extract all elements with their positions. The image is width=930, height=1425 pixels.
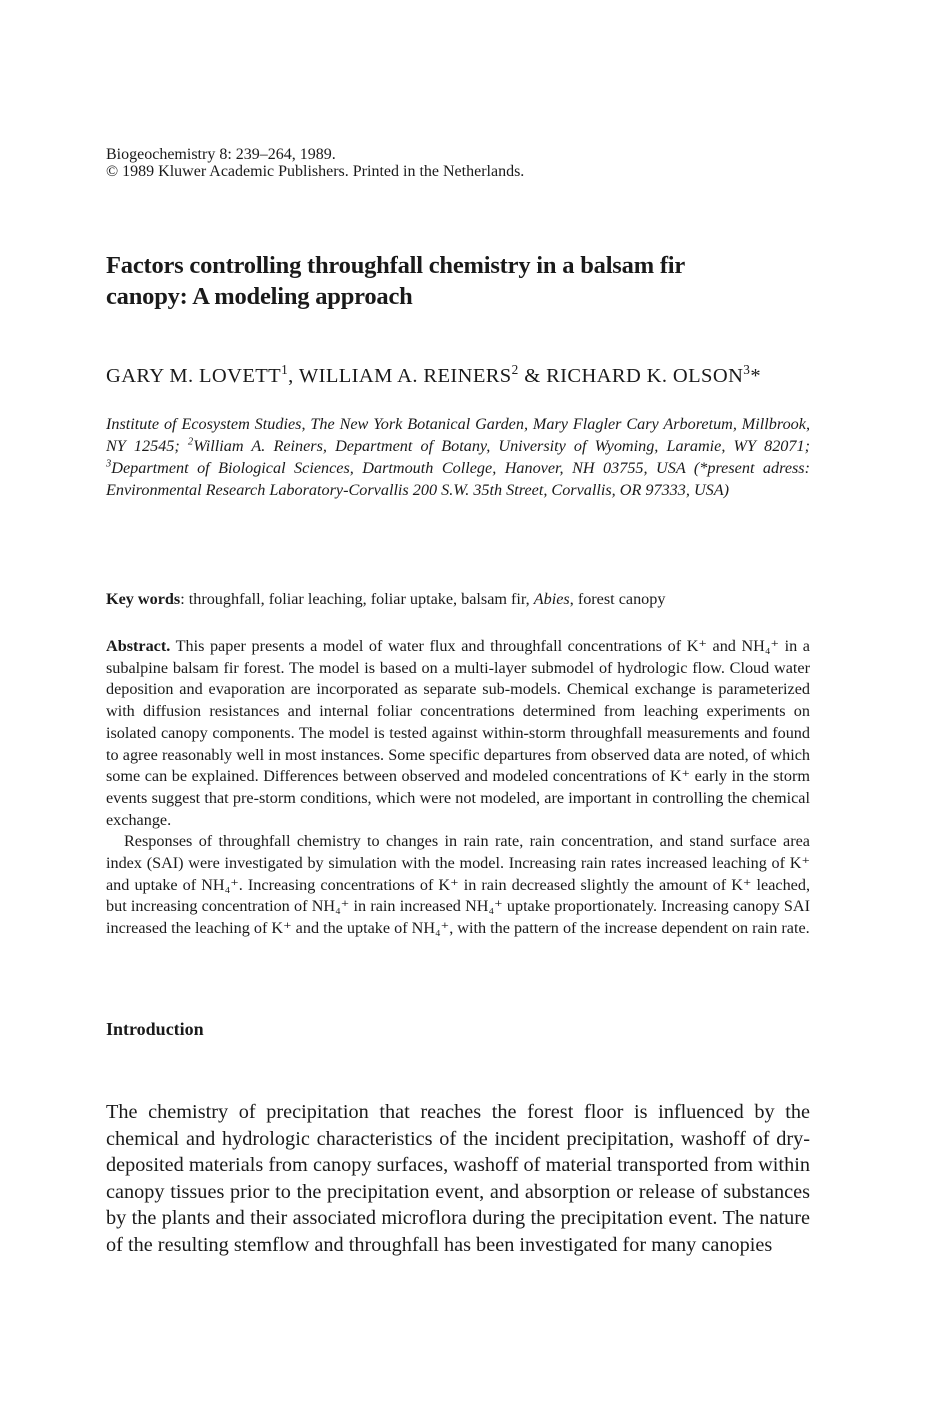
author-2-affil-mark: 2	[511, 362, 519, 378]
abstract	[106, 636, 810, 940]
article-title	[106, 250, 810, 312]
journal-header	[106, 146, 810, 180]
author-list	[106, 363, 810, 389]
author-affiliations	[106, 413, 810, 501]
title-line-1: Factors controlling throughfall chemistry in a balsam fir	[106, 252, 686, 279]
copyright-notice: © 1989 Kluwer Academic Publishers. Printed in the Netherlands.	[106, 163, 525, 180]
author-3-affil-mark: 3	[743, 362, 751, 378]
author-3: RICHARD K. OLSON	[546, 365, 744, 387]
affiliation-1: Institute of Ecosystem Studies, The New York Botanical Garden, Mary Flagler Cary Arboretum, Millbrook, NY 12545;	[106, 415, 810, 455]
keywords-label: Key words	[106, 590, 181, 608]
affiliation-3-mark: 3	[106, 458, 112, 470]
keywords-list: : throughfall, foliar leaching, foliar uptake, balsam fir,	[180, 590, 534, 608]
author-1-affil-mark: 1	[281, 362, 289, 378]
corresponding-author-mark: *	[750, 365, 761, 387]
affiliation-3: Department of Biological Sciences, Dartmouth College, Hanover, NH 03755, USA (*present adress: Environmental Research Laboratory-Corvallis 200 S.W. 35th Street, Corvallis, OR 97333, USA)	[106, 459, 810, 499]
author-1: GARY M. LOVETT	[106, 365, 282, 387]
author-separator: ,	[288, 365, 299, 387]
abstract-paragraph-1	[106, 636, 810, 831]
keywords-list-end: , forest canopy	[569, 590, 666, 608]
author-2: WILLIAM A. REINERS	[298, 365, 512, 387]
introduction-paragraph: The chemistry of precipitation that reaches the forest floor is influenced by the chemical and hydrologic characteristics of the incident precipitation, washoff of dry-deposited materials from canopy surfaces, washoff of material transported from within canopy tissues prior to the precipitation event, and absorption or release of substances by the plants and their associated microflora during the precipitation event. The nature of the resulting stemflow and throughfall has been investigated for many canopies	[106, 1101, 810, 1256]
affiliation-2: William A. Reiners, Department of Botany, University of Wyoming, Laramie, WY 82071;	[193, 437, 810, 455]
abstract-text-1: This paper presents a model of water flux and throughfall concentrations of K⁺ and NH₄⁺ in a subalpine balsam fir forest. The model is based on a multi-layer submodel of hydrologic flow. Cloud water deposition and evaporation are incorporated as separate sub-models. Chemical exchange is parameterized with diffusion resistances and internal foliar concentrations determined from leaching experiments on isolated canopy components. The model is tested against within-storm throughfall measurements and found to agree reasonably well in most instances. Some specific departures from observed data are noted, of which some can be explained. Differences between observed and modeled concentrations of K⁺ early in the storm events suggest that pre-storm conditions, which were not modeled, are important in controlling the chemical exchange.	[106, 637, 810, 829]
author-separator: &	[518, 365, 547, 387]
section-heading-introduction: Introduction	[106, 1019, 204, 1039]
title-line-2: canopy: A modeling approach	[106, 283, 413, 310]
journal-citation: Biogeochemistry 8: 239–264, 1989.	[106, 146, 336, 163]
keywords	[106, 588, 810, 610]
keyword-genus: Abies	[533, 590, 570, 608]
affiliation-2-mark: 2	[187, 436, 194, 448]
abstract-paragraph-2: Responses of throughfall chemistry to changes in rain rate, rain concentration, and stand surface area index (SAI) were investigated by simulation with the model. Increasing rain rates increased leaching of K⁺ and uptake of NH₄⁺. Increasing concentrations of K⁺ in rain decreased slightly the amount of K⁺ leached, but increasing concentration of NH₄⁺ in rain increased NH₄⁺ uptake proportionately. Increasing canopy SAI increased the leaching of K⁺ and the uptake of NH₄⁺, with the pattern of the increase dependent on rain rate.	[106, 832, 810, 938]
abstract-label: Abstract.	[106, 637, 171, 655]
